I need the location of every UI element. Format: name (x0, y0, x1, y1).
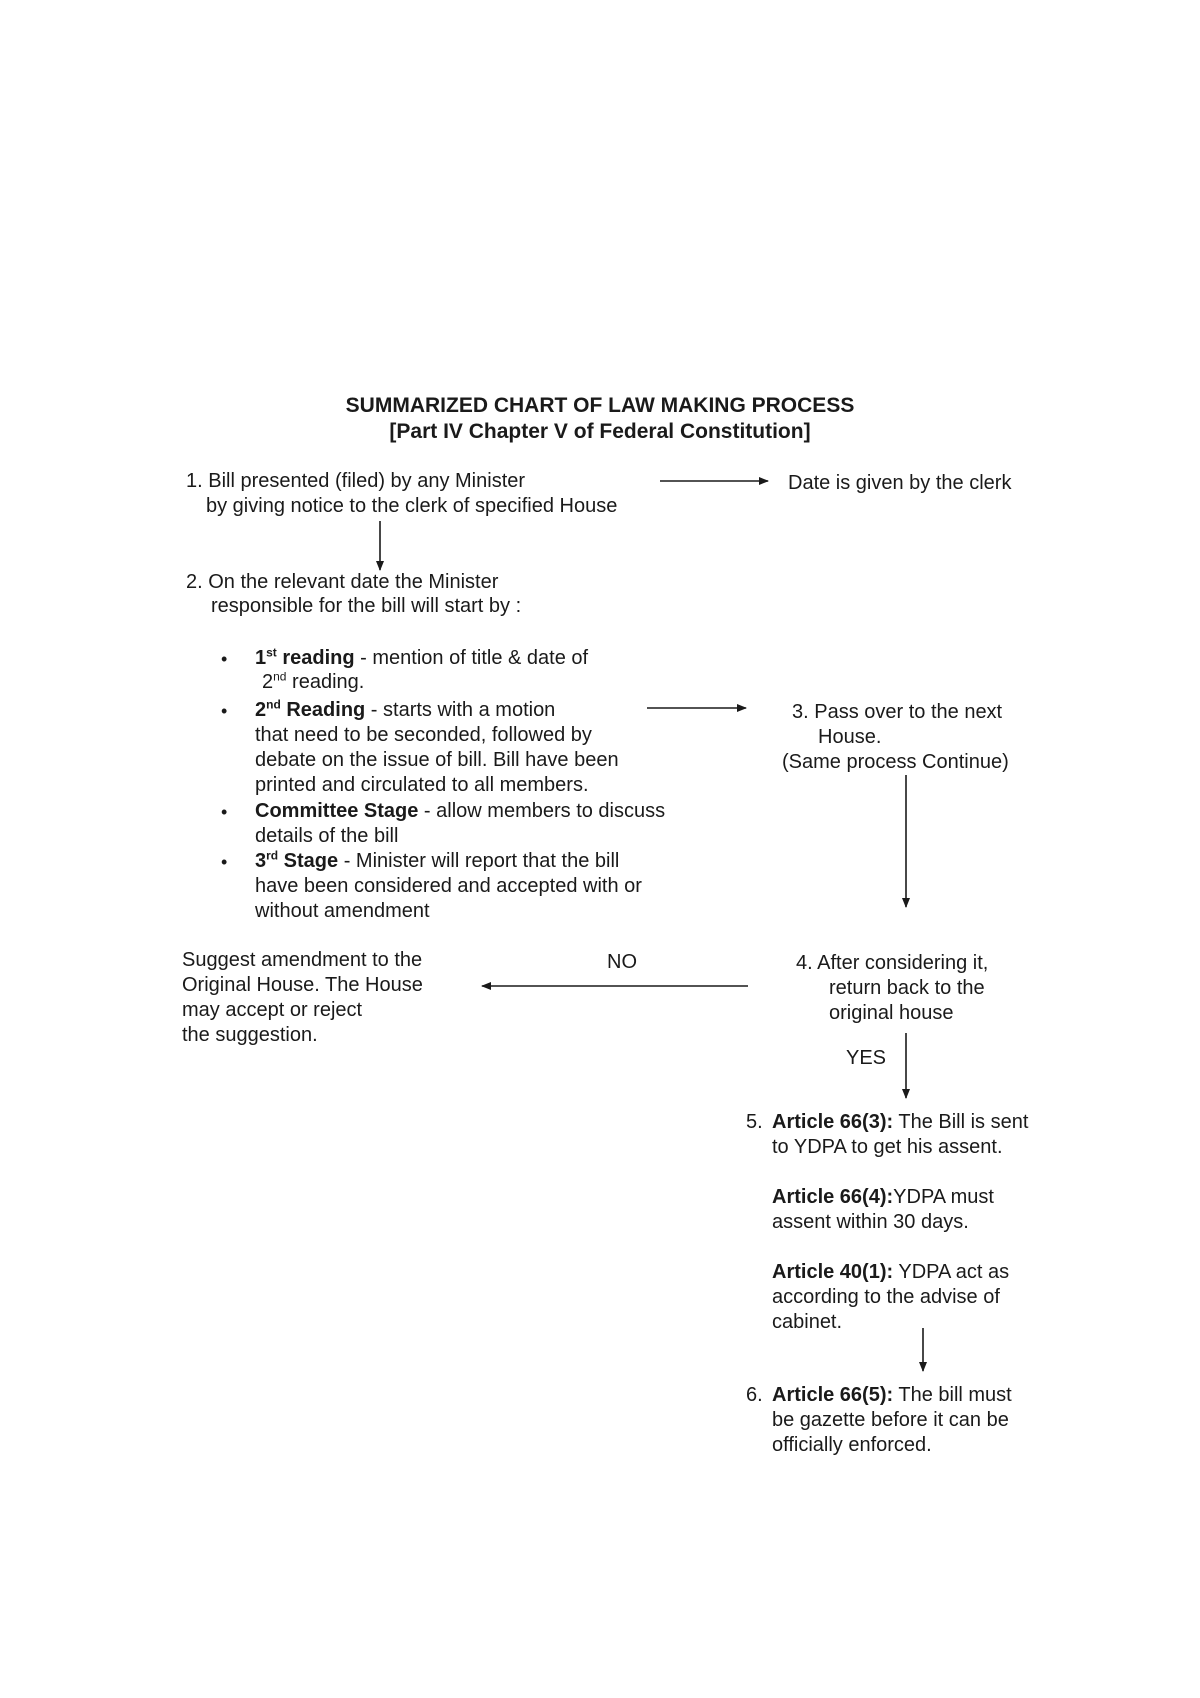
step3-line1: 3. Pass over to the next (792, 701, 1003, 723)
step3-line3: (Same process Continue) (782, 751, 1009, 773)
second-reading-line3: debate on the issue of bill. Bill have been (255, 749, 619, 771)
second-reading-line4: printed and circulated to all members. (255, 774, 589, 796)
first-reading-line2-rest: reading. (286, 671, 365, 693)
art-66-3-label: Article 66(3): (772, 1111, 894, 1133)
first-reading-line2-num: 2 (262, 671, 274, 693)
step4-line3: original house (829, 1002, 954, 1024)
step3-line2: House. (818, 726, 882, 748)
bullet-dot: • (221, 852, 228, 872)
third-stage-line3: without amendment (255, 900, 430, 922)
suggest-line2: Original House. The House (182, 974, 423, 996)
second-reading-rest: - starts with a motion (365, 699, 556, 721)
third-stage-num: 3 (255, 850, 267, 872)
step6-line3: officially enforced. (772, 1434, 932, 1456)
bullet-dot: • (221, 701, 228, 721)
step2-line1: 2. On the relevant date the Minister (186, 571, 499, 593)
art-66-4-label: Article 66(4): (772, 1186, 894, 1208)
suggest-line1: Suggest amendment to the (182, 949, 423, 971)
step1-line1: 1. Bill presented (filed) by any Minister (186, 470, 526, 492)
step6-line2: be gazette before it can be (772, 1409, 1009, 1431)
committee-label: Committee Stage (255, 800, 419, 822)
art-40-1-line2: according to the advise of (772, 1286, 1000, 1308)
art-40-1-line3: cabinet. (772, 1311, 843, 1333)
bullet-dot: • (221, 649, 228, 669)
suggest-line3: may accept or reject (182, 999, 363, 1021)
art-66-4-rest: YDPA must (893, 1186, 994, 1208)
step5-num: 5. (746, 1111, 763, 1133)
suggest-line4: the suggestion. (182, 1024, 318, 1046)
step4-line2: return back to the (829, 977, 985, 999)
first-reading-line2-sup: nd (273, 669, 287, 684)
chart-subtitle: [Part IV Chapter V of Federal Constitution] (389, 420, 811, 443)
committee-line2: details of the bill (255, 825, 399, 847)
second-reading-num: 2 (255, 699, 267, 721)
date-note: Date is given by the clerk (788, 472, 1012, 494)
third-stage-label: Stage (278, 850, 339, 872)
second-reading-label: Reading (280, 699, 366, 721)
bullet-dot: • (221, 802, 228, 822)
art-66-5-label: Article 66(5): (772, 1384, 894, 1406)
yes-label: YES (846, 1047, 887, 1069)
third-stage-line2: have been considered and accepted with or (255, 875, 642, 897)
step2-line2: responsible for the bill will start by : (211, 595, 522, 617)
no-label: NO (607, 951, 637, 973)
third-stage-sup: rd (266, 848, 279, 863)
art-40-1-rest: YDPA act as (893, 1261, 1010, 1283)
art-66-4-line2: assent within 30 days. (772, 1211, 969, 1233)
step1-line2: by giving notice to the clerk of specified House (206, 495, 618, 517)
first-reading-label: reading (276, 647, 355, 669)
committee-rest: - allow members to discuss (418, 800, 666, 822)
art-40-1-label: Article 40(1): (772, 1261, 894, 1283)
chart-title: SUMMARIZED CHART OF LAW MAKING PROCESS (345, 394, 855, 417)
step4-line1: 4. After considering it, (796, 952, 989, 974)
first-reading-rest: - mention of title & date of (354, 647, 589, 669)
second-reading-sup: nd (266, 697, 281, 712)
art-66-3-line2: to YDPA to get his assent. (772, 1136, 1003, 1158)
second-reading-line2: that need to be seconded, followed by (255, 724, 592, 746)
first-reading-sup: st (266, 645, 277, 660)
art-66-3-rest: The Bill is sent (893, 1111, 1029, 1133)
first-reading-num: 1 (255, 647, 267, 669)
step6-num: 6. (746, 1384, 763, 1406)
art-66-5-rest: The bill must (893, 1384, 1012, 1406)
third-stage-rest: - Minister will report that the bill (338, 850, 620, 872)
